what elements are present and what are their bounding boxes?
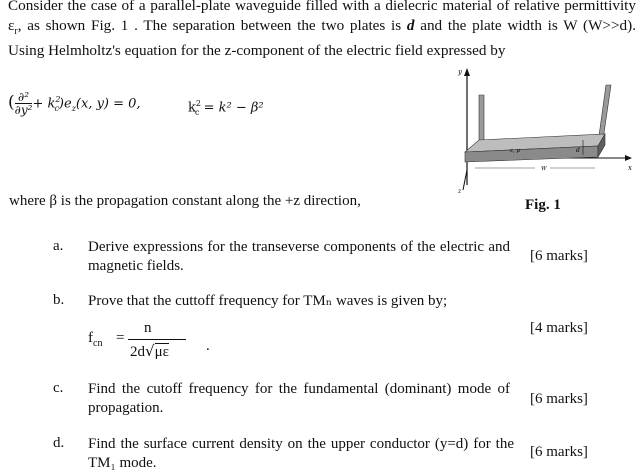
kc-sub: c: [194, 107, 200, 117]
figure-caption: Fig. 1: [525, 197, 561, 213]
formula-denominator: 2d√με: [130, 342, 169, 360]
eq-sub-c: c: [54, 104, 59, 114]
y-axis-arrow: [464, 68, 470, 76]
item-b-text: Prove that the cuttoff frequency for TMₙ waves is given by;: [88, 293, 448, 309]
eps-mu-label: ε, μ: [510, 148, 521, 154]
eq-args: (x, y) = 0,: [75, 96, 141, 112]
w-label: W: [541, 166, 547, 172]
eq-fraction: [15, 92, 33, 116]
kc-sup: 2: [195, 99, 201, 108]
where-text: where β is the propagation constant along the +z direction,: [9, 193, 361, 209]
x-axis-label: x: [628, 164, 632, 172]
y-axis-label: y: [458, 68, 462, 76]
eq-frac-num: ∂²: [15, 92, 33, 104]
kc-equation: [188, 99, 264, 117]
item-d-text: Find the surface current density on the upper conductor (y=d) for the TM₁ mode.: [88, 436, 514, 471]
formula-period: .: [206, 338, 210, 354]
x-axis-arrow: [625, 155, 632, 161]
intro-epsilon-sub: r: [14, 25, 18, 37]
formula-2d: 2d: [130, 344, 145, 360]
item-b-marks: [4 marks]: [530, 320, 588, 336]
formula-numerator: n: [144, 320, 152, 336]
item-b-letter: b.: [53, 292, 65, 308]
cutoff-formula: [88, 320, 218, 364]
item-a-marks: [6 marks]: [530, 248, 588, 264]
kc-k: k: [188, 100, 196, 116]
intro-d: d: [406, 16, 415, 34]
eq-sub-z: z: [71, 104, 76, 114]
item-c-marks: [6 marks]: [530, 391, 588, 407]
intro-text-3: and the plate width is W (W>>d). Using Helmholtz's equation for the z-component of the electric field expressed by: [8, 16, 636, 60]
eq-plus-k: + k: [32, 96, 56, 112]
kc-rest: = k² − β²: [199, 100, 264, 116]
item-a-text: Derive expressions for the transeverse components of the electric and magnetic fields.: [88, 239, 510, 274]
eq-e: )e: [58, 96, 72, 112]
formula-f: f: [88, 330, 93, 346]
item-d-letter: d.: [53, 435, 65, 451]
intro-text-1: Consider the case of a parallel-plate waveguide filled with a dielecric material of relative permittivity ε: [8, 0, 636, 34]
z-axis: [463, 170, 467, 190]
helmholtz-equation: ( $\frac{\text{∂²}}{\text{∂y²}}$ + $k^2_c)e_z(x$, y) = 0,: [8, 90, 141, 117]
waveguide-figure: [455, 60, 640, 195]
item-a-letter: a.: [53, 238, 64, 254]
item-c-letter: c.: [53, 380, 64, 396]
z-axis-label: z: [458, 188, 462, 195]
formula-sub: cn: [93, 338, 103, 349]
eq-sup: 2: [55, 95, 61, 105]
formula-lhs: [88, 330, 102, 349]
item-d-marks: [6 marks]: [530, 444, 588, 460]
intro-text-2: , as shown Fig. 1 . The separation between the two plates is: [17, 16, 407, 34]
formula-equals: =: [116, 330, 125, 346]
eq-frac-den: ∂y²: [14, 103, 33, 117]
problem-intro: [8, 0, 636, 61]
formula-bar: [128, 339, 186, 340]
d-label: d: [576, 147, 580, 154]
item-c-text: Find the cutoff frequency for the fundamental (dominant) mode of propagation.: [88, 381, 510, 416]
formula-root: με: [154, 344, 169, 360]
